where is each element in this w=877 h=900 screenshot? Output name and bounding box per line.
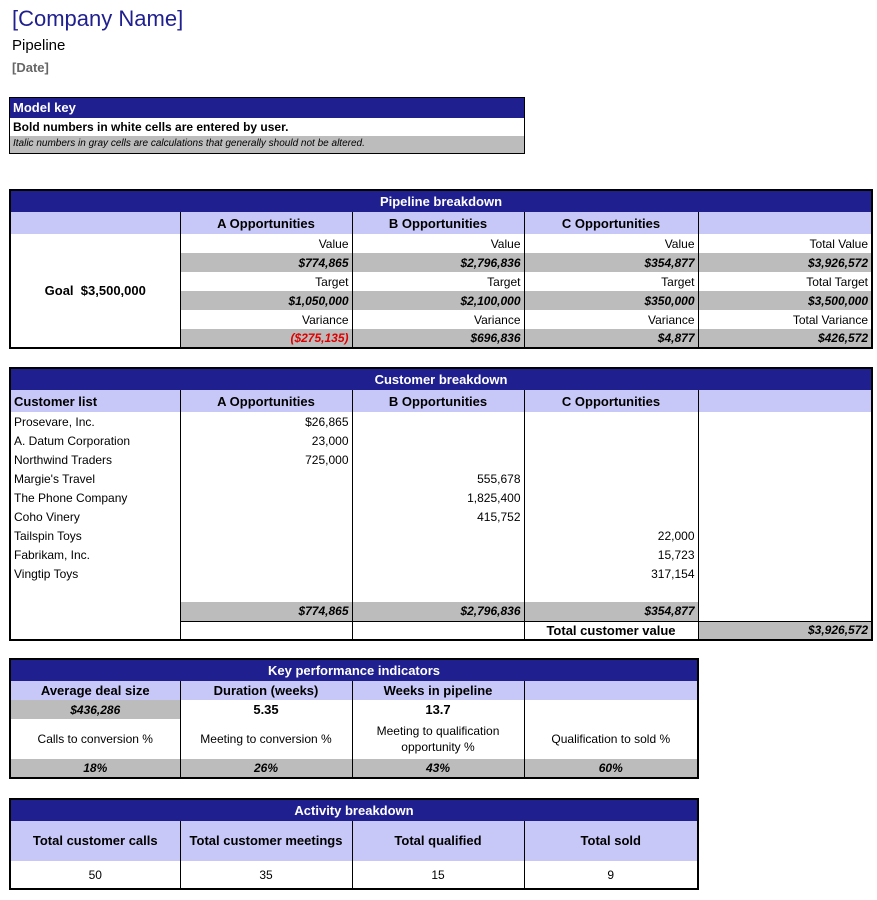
- table-row: [10, 564, 872, 583]
- target-label: Target: [352, 272, 524, 291]
- page-title: Pipeline: [12, 37, 66, 54]
- value-total: $3,926,572: [698, 253, 872, 272]
- value-label: Value: [180, 234, 352, 253]
- kpi-weeks-header: Weeks in pipeline: [352, 681, 524, 700]
- customer-b-value: 555,678: [352, 469, 524, 488]
- table-row: [10, 488, 872, 507]
- customer-a-value: [180, 488, 352, 507]
- customer-table: [9, 367, 873, 641]
- customer-b-value: 1,825,400: [352, 488, 524, 507]
- model-key-table: [9, 97, 525, 154]
- value-c: $354,877: [524, 253, 698, 272]
- customer-c-value: [524, 507, 698, 526]
- date-label: [Date]: [12, 60, 49, 75]
- customer-b-value: [352, 431, 524, 450]
- activity-qualified-value[interactable]: 15: [352, 861, 524, 889]
- kpi-qualification-sold-label: Qualification to sold %: [524, 719, 698, 759]
- customer-b-value: [352, 564, 524, 583]
- goal-cell: [10, 234, 180, 348]
- variance-label: Variance: [524, 310, 698, 329]
- target-b: $2,100,000: [352, 291, 524, 310]
- customer-b-value: [352, 526, 524, 545]
- model-key-line-1: Bold numbers in white cells are entered by user.: [13, 119, 289, 134]
- customer-name: Coho Vinery: [14, 509, 80, 524]
- company-name: [Company Name]: [12, 6, 184, 31]
- table-row: [10, 545, 872, 564]
- variance-label: Variance: [352, 310, 524, 329]
- kpi-qualification-sold-value: 60%: [524, 759, 698, 778]
- customer-name: Fabrikam, Inc.: [14, 547, 91, 562]
- customer-name: Northwind Traders: [14, 452, 113, 467]
- kpi-meeting-qualification-value: 43%: [352, 759, 524, 778]
- kpi-calls-conversion-label: Calls to conversion %: [37, 732, 153, 746]
- table-row: [10, 412, 872, 431]
- activity-meetings-value[interactable]: 35: [180, 861, 352, 889]
- model-key-line-2: Italic numbers in gray cells are calculations that generally should not be altered.: [10, 136, 525, 154]
- customer-b-value: 415,752: [352, 507, 524, 526]
- customer-a-value: [180, 507, 352, 526]
- total-customer-value: $3,926,572: [698, 621, 872, 640]
- value-b: $2,796,836: [352, 253, 524, 272]
- activity-calls-value[interactable]: 50: [88, 867, 102, 882]
- customer-name: Prosevare, Inc.: [14, 414, 95, 429]
- table-row: [10, 507, 872, 526]
- pipeline-col-c: C Opportunities: [524, 212, 698, 234]
- customer-c-value: [524, 431, 698, 450]
- variance-a: ($275,135): [180, 329, 352, 348]
- customer-c-value: [524, 488, 698, 507]
- customer-c-value: 22,000: [524, 526, 698, 545]
- customer-c-value: [524, 469, 698, 488]
- total-customer-value-label: Total customer value: [524, 621, 698, 640]
- activity-table: [9, 798, 699, 890]
- kpi-weeks-value[interactable]: 13.7: [352, 700, 524, 719]
- kpi-meeting-conversion-label: Meeting to conversion %: [180, 719, 352, 759]
- total-target-label: Total Target: [698, 272, 872, 291]
- total-variance-label: Total Variance: [698, 310, 872, 329]
- total-value-label: Total Value: [698, 234, 872, 253]
- target-a: $1,050,000: [180, 291, 352, 310]
- model-key-title: Model key: [10, 98, 525, 118]
- value-label: Value: [352, 234, 524, 253]
- customer-total-c: $354,877: [524, 602, 698, 621]
- kpi-meeting-qualification-label: Meeting to qualification opportunity %: [352, 719, 524, 759]
- customer-a-value: [180, 564, 352, 583]
- customer-b-value: [352, 545, 524, 564]
- customer-c-value: [524, 450, 698, 469]
- variance-total: $426,572: [698, 329, 872, 348]
- kpi-avg-deal-value: $436,286: [10, 700, 180, 719]
- customer-c-value: [524, 412, 698, 431]
- target-total: $3,500,000: [698, 291, 872, 310]
- activity-calls-header: Total customer calls: [10, 821, 180, 861]
- activity-meetings-header: Total customer meetings: [180, 821, 352, 861]
- variance-label: Variance: [180, 310, 352, 329]
- goal-value[interactable]: $3,500,000: [80, 283, 146, 298]
- kpi-title: Key performance indicators: [10, 659, 698, 681]
- table-row: [10, 431, 872, 450]
- pipeline-title: Pipeline breakdown: [10, 190, 872, 212]
- value-label: Value: [524, 234, 698, 253]
- variance-c: $4,877: [524, 329, 698, 348]
- customer-col-c: C Opportunities: [524, 390, 698, 412]
- variance-b: $696,836: [352, 329, 524, 348]
- activity-qualified-header: Total qualified: [352, 821, 524, 861]
- customer-name: Margie's Travel: [14, 471, 95, 486]
- customer-a-value: 725,000: [180, 450, 352, 469]
- kpi-duration-value[interactable]: 5.35: [180, 700, 352, 719]
- customer-col-a: A Opportunities: [180, 390, 352, 412]
- customer-a-value: 23,000: [180, 431, 352, 450]
- customer-a-value: [180, 469, 352, 488]
- kpi-calls-conversion-value: 18%: [10, 759, 180, 778]
- kpi-table: [9, 658, 699, 779]
- activity-title: Activity breakdown: [10, 799, 698, 821]
- customer-name: A. Datum Corporation: [14, 433, 131, 448]
- customer-total-b: $2,796,836: [352, 602, 524, 621]
- customer-title: Customer breakdown: [10, 368, 872, 390]
- activity-sold-value[interactable]: 9: [524, 861, 698, 889]
- customer-col-b: B Opportunities: [352, 390, 524, 412]
- customer-name: Tailspin Toys: [14, 528, 82, 543]
- customer-b-value: [352, 450, 524, 469]
- customer-a-value: $26,865: [180, 412, 352, 431]
- table-row: [10, 526, 872, 545]
- customer-name: Vingtip Toys: [14, 566, 79, 581]
- kpi-avg-deal-header: Average deal size: [10, 681, 180, 700]
- value-a: $774,865: [180, 253, 352, 272]
- table-row: [10, 450, 872, 469]
- customer-b-value: [352, 412, 524, 431]
- customer-a-value: [180, 526, 352, 545]
- pipeline-col-b: B Opportunities: [352, 212, 524, 234]
- kpi-duration-header: Duration (weeks): [180, 681, 352, 700]
- customer-list-label: Customer list: [10, 390, 180, 412]
- customer-c-value: 317,154: [524, 564, 698, 583]
- customer-c-value: 15,723: [524, 545, 698, 564]
- customer-a-value: [180, 545, 352, 564]
- target-label: Target: [180, 272, 352, 291]
- target-label: Target: [524, 272, 698, 291]
- activity-sold-header: Total sold: [524, 821, 698, 861]
- customer-name: The Phone Company: [14, 490, 128, 505]
- goal-label: Goal: [44, 283, 74, 298]
- pipeline-table: [9, 189, 873, 349]
- target-c: $350,000: [524, 291, 698, 310]
- kpi-meeting-conversion-value: 26%: [180, 759, 352, 778]
- pipeline-col-a: A Opportunities: [180, 212, 352, 234]
- table-row: [10, 469, 872, 488]
- customer-total-a: $774,865: [180, 602, 352, 621]
